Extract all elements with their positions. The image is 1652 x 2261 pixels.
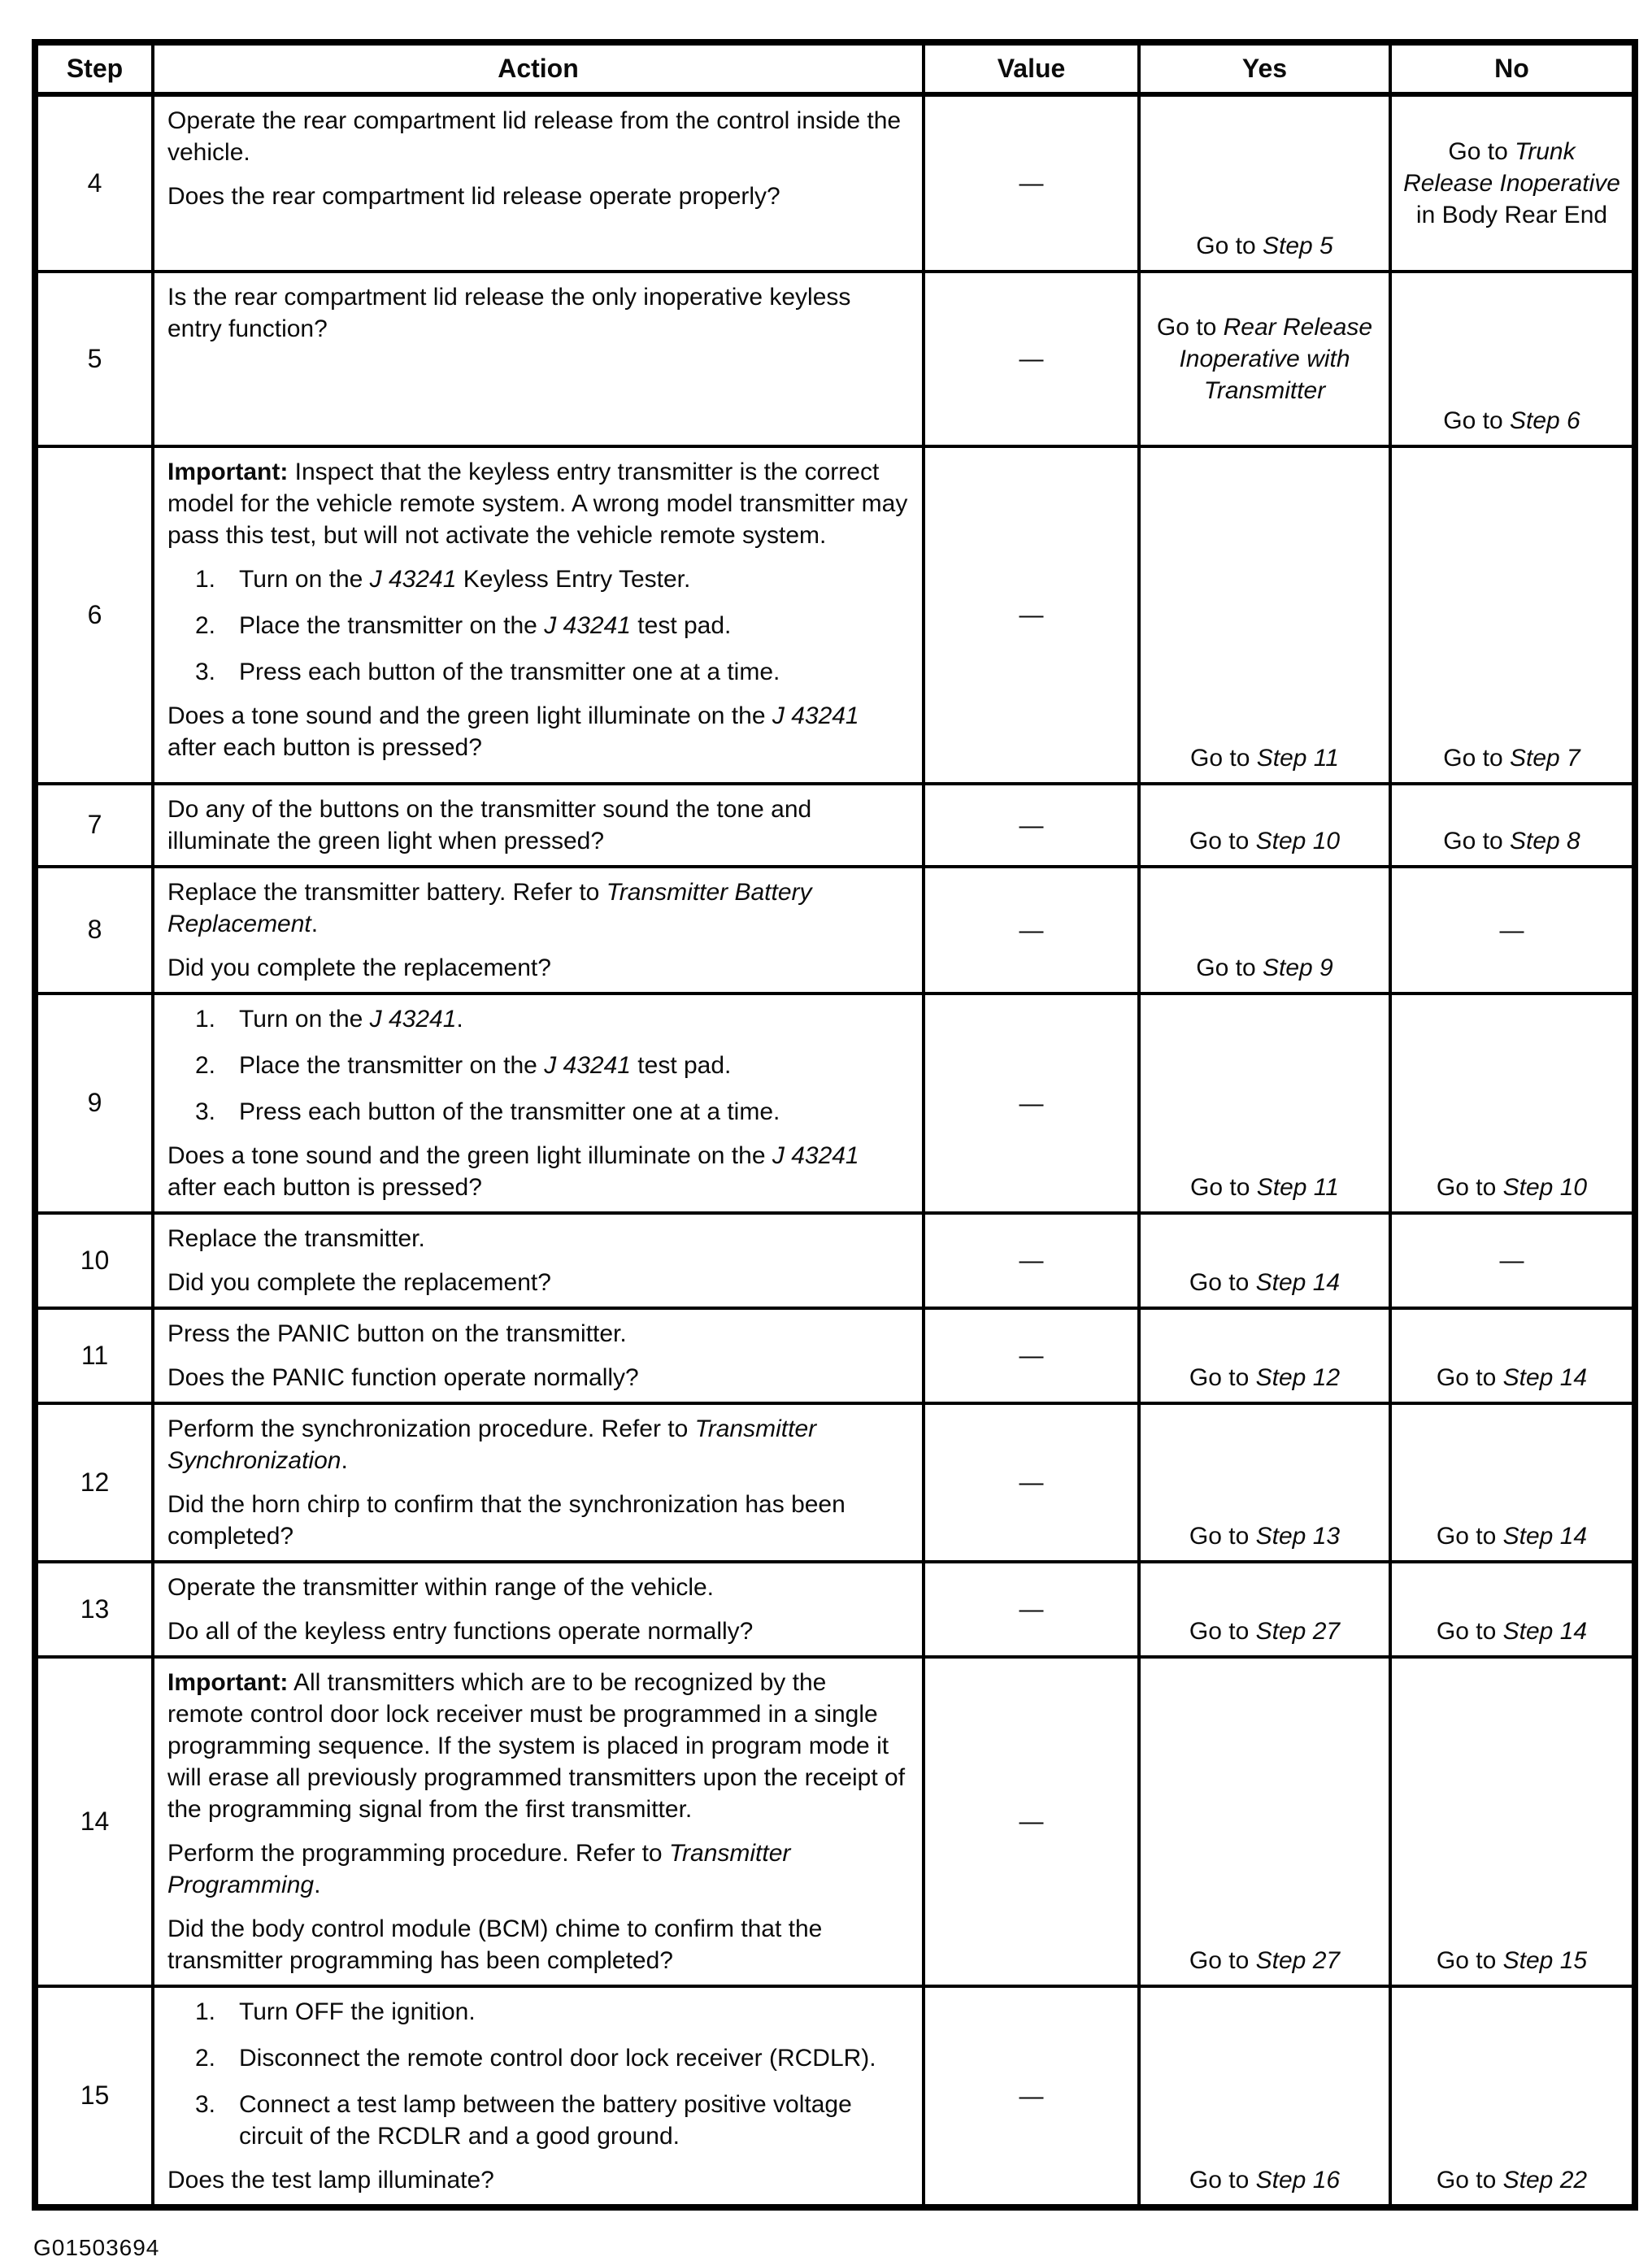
list-item-number: 1. xyxy=(195,1998,216,2025)
text-segment: Turn on the xyxy=(239,566,370,593)
text-segment: — xyxy=(1019,346,1044,372)
step-cell: 4 xyxy=(35,94,153,272)
list-item-number: 1. xyxy=(195,566,216,593)
yes-cell xyxy=(1139,784,1390,867)
text-segment: after each button is pressed? xyxy=(167,734,482,761)
numbered-list-item xyxy=(195,563,909,595)
text-segment: Connect a test lamp between the battery positive voltage circuit of the RCDLR and a good ground. xyxy=(239,2091,852,2150)
value-cell xyxy=(924,1403,1139,1562)
text-segment: in Body Rear End xyxy=(1415,202,1608,228)
text-segment: Operate the rear compartment lid release from the control inside the vehicle. xyxy=(167,107,902,166)
action-paragraph xyxy=(167,1667,909,1825)
text-segment: Step 9 xyxy=(1262,954,1333,981)
column-header-value: Value xyxy=(924,42,1139,94)
text-segment: Step 10 xyxy=(1502,1174,1588,1201)
value-cell xyxy=(924,784,1139,867)
column-header-action: Action xyxy=(153,42,924,94)
text-segment: Go to xyxy=(1436,1174,1503,1201)
list-item-number: 2. xyxy=(195,2045,216,2072)
text-segment: test pad. xyxy=(630,1052,732,1079)
text-segment: Place the transmitter on the xyxy=(239,612,545,639)
text-segment: Transmitter Programming xyxy=(167,1840,791,1898)
action-cell xyxy=(153,867,924,994)
value-cell xyxy=(924,1308,1139,1403)
text-segment: Does the rear compartment lid release operate properly? xyxy=(167,183,780,210)
text-segment: Go to xyxy=(1189,828,1256,854)
text-segment: Trunk Release Inoperative xyxy=(1403,138,1620,197)
text-segment: Perform the programming procedure. Refer to xyxy=(167,1840,669,1867)
table-row xyxy=(35,1986,1635,2207)
text-segment: Step 14 xyxy=(1502,1523,1588,1550)
action-cell xyxy=(153,994,924,1213)
table-row xyxy=(35,994,1635,1213)
numbered-list-item xyxy=(195,610,909,641)
value-cell xyxy=(924,446,1139,784)
list-item-number: 1. xyxy=(195,1006,216,1033)
text-segment: Go to xyxy=(1190,1174,1257,1201)
table-row xyxy=(35,272,1635,446)
list-item-text xyxy=(239,563,909,595)
text-segment: Step 11 xyxy=(1256,745,1339,772)
table-row xyxy=(35,784,1635,867)
text-segment: Did you complete the replacement? xyxy=(167,954,551,981)
action-paragraph xyxy=(167,2164,909,2196)
yes-cell xyxy=(1139,1986,1390,2207)
text-segment: Go to xyxy=(1443,828,1510,854)
action-paragraph xyxy=(167,180,909,212)
no-cell xyxy=(1390,994,1635,1213)
action-paragraph xyxy=(167,1140,909,1203)
list-item-text xyxy=(239,610,909,641)
text-segment: — xyxy=(1019,1596,1044,1623)
step-cell: 13 xyxy=(35,1562,153,1657)
step-cell: 9 xyxy=(35,994,153,1213)
list-item-number: 2. xyxy=(195,1052,216,1079)
value-cell xyxy=(924,1657,1139,1986)
step-cell: 14 xyxy=(35,1657,153,1986)
text-segment: Disconnect the remote control door lock receiver (RCDLR). xyxy=(239,2045,876,2072)
text-segment: . xyxy=(314,1872,321,1898)
no-cell xyxy=(1390,1986,1635,2207)
text-segment: Turn on the xyxy=(239,1006,370,1033)
value-cell xyxy=(924,1986,1139,2207)
table-row xyxy=(35,1308,1635,1403)
list-item-text xyxy=(239,2042,909,2074)
text-segment: — xyxy=(1019,1247,1044,1274)
action-cell xyxy=(153,1213,924,1308)
text-segment: Transmitter Synchronization xyxy=(167,1415,817,1474)
action-cell xyxy=(153,446,924,784)
text-segment: Do all of the keyless entry functions operate normally? xyxy=(167,1618,754,1645)
action-cell xyxy=(153,94,924,272)
text-segment: Step 27 xyxy=(1255,1618,1341,1645)
text-segment: J 43241 xyxy=(772,1142,859,1169)
yes-cell xyxy=(1139,1657,1390,1986)
numbered-list-item xyxy=(195,656,909,688)
text-segment: Go to xyxy=(1436,1523,1503,1550)
list-item-text xyxy=(239,2089,909,2152)
action-paragraph xyxy=(167,456,909,551)
text-segment: Press each button of the transmitter one at a time. xyxy=(239,1098,780,1125)
numbered-list-item xyxy=(195,1050,909,1081)
text-segment: — xyxy=(1019,1808,1044,1835)
text-segment: — xyxy=(1019,2082,1044,2110)
table-header-row xyxy=(35,42,1635,94)
column-header-step: Step xyxy=(35,42,153,94)
text-segment: — xyxy=(1019,1089,1044,1117)
no-cell xyxy=(1390,867,1635,994)
text-segment: Important: xyxy=(167,459,289,485)
yes-cell xyxy=(1139,994,1390,1213)
text-segment: Go to xyxy=(1196,954,1263,981)
text-segment: Step 8 xyxy=(1509,828,1580,854)
no-cell xyxy=(1390,446,1635,784)
text-segment: Step 12 xyxy=(1255,1364,1341,1391)
no-cell xyxy=(1390,1213,1635,1308)
no-cell xyxy=(1390,1308,1635,1403)
text-segment: Step 14 xyxy=(1255,1269,1341,1296)
value-cell xyxy=(924,1213,1139,1308)
yes-cell xyxy=(1139,446,1390,784)
text-segment: Does the test lamp illuminate? xyxy=(167,2167,494,2194)
list-item-number: 3. xyxy=(195,2091,216,2118)
numbered-list-item xyxy=(195,1096,909,1128)
table-row xyxy=(35,94,1635,272)
text-segment: Go to xyxy=(1189,1523,1256,1550)
figure-id-label: G01503694 xyxy=(33,2235,160,2260)
text-segment: Do any of the buttons on the transmitter sound the tone and illuminate the green light when pressed? xyxy=(167,796,812,854)
text-segment: Go to xyxy=(1436,2167,1503,2194)
text-segment: Go to xyxy=(1190,745,1257,772)
yes-cell xyxy=(1139,272,1390,446)
text-segment: — xyxy=(1499,916,1524,944)
list-item-text xyxy=(239,1996,909,2028)
text-segment: Go to xyxy=(1189,1364,1256,1391)
text-segment: Place the transmitter on the xyxy=(239,1052,545,1079)
step-cell: 12 xyxy=(35,1403,153,1562)
list-item-text xyxy=(239,1096,909,1128)
text-segment: Go to xyxy=(1189,1618,1256,1645)
text-segment: Perform the synchronization procedure. Refer to xyxy=(167,1415,695,1442)
text-segment: Go to xyxy=(1436,1618,1503,1645)
action-paragraph xyxy=(167,794,909,857)
list-item-text xyxy=(239,1050,909,1081)
text-segment: Turn OFF the ignition. xyxy=(239,1998,476,2025)
action-paragraph xyxy=(167,1489,909,1552)
text-segment: Does a tone sound and the green light illuminate on the xyxy=(167,1142,772,1169)
text-segment: Step 16 xyxy=(1255,2167,1341,2194)
action-paragraph xyxy=(167,1413,909,1476)
no-cell xyxy=(1390,94,1635,272)
no-cell xyxy=(1390,784,1635,867)
list-item-text xyxy=(239,1003,909,1035)
text-segment: Go to xyxy=(1436,1947,1503,1974)
text-segment: Go to xyxy=(1196,233,1263,259)
text-segment: Step 13 xyxy=(1255,1523,1341,1550)
no-cell xyxy=(1390,272,1635,446)
text-segment: Step 7 xyxy=(1509,745,1580,772)
text-segment: Step 14 xyxy=(1502,1364,1588,1391)
action-cell xyxy=(153,1657,924,1986)
text-segment: . xyxy=(341,1447,348,1474)
text-segment: — xyxy=(1019,811,1044,839)
step-cell: 6 xyxy=(35,446,153,784)
action-paragraph xyxy=(167,700,909,763)
no-cell xyxy=(1390,1403,1635,1562)
text-segment: Step 10 xyxy=(1255,828,1341,854)
text-segment: — xyxy=(1019,602,1044,628)
yes-cell xyxy=(1139,1403,1390,1562)
yes-cell xyxy=(1139,1562,1390,1657)
value-cell xyxy=(924,272,1139,446)
text-segment: . xyxy=(311,911,319,937)
table-body xyxy=(35,94,1635,2207)
action-cell xyxy=(153,1308,924,1403)
text-segment: Is the rear compartment lid release the only inoperative keyless entry function? xyxy=(167,284,851,342)
text-segment: Go to xyxy=(1189,2167,1256,2194)
value-cell xyxy=(924,94,1139,272)
text-segment: — xyxy=(1019,916,1044,944)
action-paragraph xyxy=(167,105,909,168)
step-cell: 5 xyxy=(35,272,153,446)
text-segment: Go to xyxy=(1443,407,1510,434)
text-segment: Operate the transmitter within range of the vehicle. xyxy=(167,1574,715,1601)
text-segment: Step 5 xyxy=(1262,233,1333,259)
text-segment: Go to xyxy=(1443,745,1510,772)
text-segment: Transmitter Battery Replacement xyxy=(167,879,812,937)
action-paragraph xyxy=(167,1318,909,1350)
yes-cell xyxy=(1139,867,1390,994)
text-segment: Replace the transmitter battery. Refer to xyxy=(167,879,606,906)
text-segment: J 43241 xyxy=(544,1052,631,1079)
step-cell: 8 xyxy=(35,867,153,994)
action-paragraph xyxy=(167,1837,909,1901)
action-paragraph xyxy=(167,1913,909,1976)
list-item-text xyxy=(239,656,909,688)
action-cell xyxy=(153,1986,924,2207)
list-item-number: 3. xyxy=(195,659,216,685)
column-header-yes: Yes xyxy=(1139,42,1390,94)
text-segment: Go to xyxy=(1189,1947,1256,1974)
action-paragraph xyxy=(167,1223,909,1254)
text-segment: after each button is pressed? xyxy=(167,1174,482,1201)
text-segment: Step 14 xyxy=(1502,1618,1588,1645)
text-segment: J 43241 xyxy=(369,1006,457,1033)
value-cell xyxy=(924,867,1139,994)
text-segment: — xyxy=(1019,1469,1044,1496)
text-segment: Step 22 xyxy=(1502,2167,1588,2194)
text-segment: Does a tone sound and the green light illuminate on the xyxy=(167,702,772,729)
step-cell: 7 xyxy=(35,784,153,867)
action-paragraph xyxy=(167,1267,909,1298)
table-row xyxy=(35,867,1635,994)
column-header-no: No xyxy=(1390,42,1635,94)
table-row xyxy=(35,446,1635,784)
numbered-list-item xyxy=(195,1996,909,2028)
yes-cell xyxy=(1139,1308,1390,1403)
diagnostic-table xyxy=(32,39,1638,2211)
value-cell xyxy=(924,994,1139,1213)
text-segment: Press the PANIC button on the transmitter. xyxy=(167,1320,627,1347)
text-segment: Go to xyxy=(1436,1364,1503,1391)
numbered-list-item xyxy=(195,2089,909,2152)
text-segment: Did the horn chirp to confirm that the synchronization has been completed? xyxy=(167,1491,846,1550)
action-cell xyxy=(153,1403,924,1562)
table-row xyxy=(35,1562,1635,1657)
table-row xyxy=(35,1657,1635,1986)
action-paragraph xyxy=(167,1572,909,1603)
text-segment: Step 11 xyxy=(1256,1174,1339,1201)
step-cell: 15 xyxy=(35,1986,153,2207)
text-segment: All transmitters which are to be recognized by the remote control door lock receiver must be programmed in a single programming sequence. If the system is placed in program mode it will erase all previously programmed transmitters upon the receipt of the programming signal from the first transmitter. xyxy=(167,1669,906,1823)
step-cell: 11 xyxy=(35,1308,153,1403)
action-paragraph xyxy=(167,952,909,984)
text-segment: J 43241 xyxy=(772,702,859,729)
text-segment: Rear Release Inoperative with Transmitter xyxy=(1179,314,1373,404)
text-segment: Step 6 xyxy=(1509,407,1580,434)
table-row xyxy=(35,1213,1635,1308)
no-cell xyxy=(1390,1562,1635,1657)
action-paragraph xyxy=(167,876,909,940)
text-segment: test pad. xyxy=(630,612,732,639)
text-segment: Keyless Entry Tester. xyxy=(456,566,691,593)
action-paragraph xyxy=(167,1615,909,1647)
list-item-number: 3. xyxy=(195,1098,216,1125)
text-segment: Important: xyxy=(167,1669,289,1696)
numbered-list-item xyxy=(195,1003,909,1035)
yes-cell xyxy=(1139,1213,1390,1308)
value-cell xyxy=(924,1562,1139,1657)
text-segment: Go to xyxy=(1189,1269,1256,1296)
text-segment: Go to xyxy=(1156,314,1224,341)
text-segment: J 43241 xyxy=(544,612,631,639)
text-segment: J 43241 xyxy=(369,566,457,593)
text-segment: Step 15 xyxy=(1502,1947,1588,1974)
action-cell xyxy=(153,784,924,867)
action-paragraph xyxy=(167,281,909,345)
text-segment: . xyxy=(456,1006,463,1033)
text-segment: Did you complete the replacement? xyxy=(167,1269,551,1296)
text-segment: Inspect that the keyless entry transmitter is the correct model for the vehicle remote system. A wrong model transmitter may pass this test, but will not activate the vehicle remote system. xyxy=(167,459,908,549)
text-segment: Step 27 xyxy=(1255,1947,1341,1974)
action-cell xyxy=(153,272,924,446)
action-cell xyxy=(153,1562,924,1657)
action-paragraph xyxy=(167,1362,909,1394)
list-item-number: 2. xyxy=(195,612,216,639)
text-segment: Press each button of the transmitter one at a time. xyxy=(239,659,780,685)
text-segment: — xyxy=(1019,170,1044,197)
text-segment: — xyxy=(1019,1342,1044,1369)
text-segment: Did the body control module (BCM) chime to confirm that the transmitter programming has been completed? xyxy=(167,1915,823,1974)
text-segment: Does the PANIC function operate normally? xyxy=(167,1364,639,1391)
step-cell: 10 xyxy=(35,1213,153,1308)
text-segment: — xyxy=(1499,1247,1524,1274)
no-cell xyxy=(1390,1657,1635,1986)
numbered-list-item xyxy=(195,2042,909,2074)
text-segment: Go to xyxy=(1448,138,1515,165)
yes-cell xyxy=(1139,94,1390,272)
table-row xyxy=(35,1403,1635,1562)
text-segment: Replace the transmitter. xyxy=(167,1225,425,1252)
